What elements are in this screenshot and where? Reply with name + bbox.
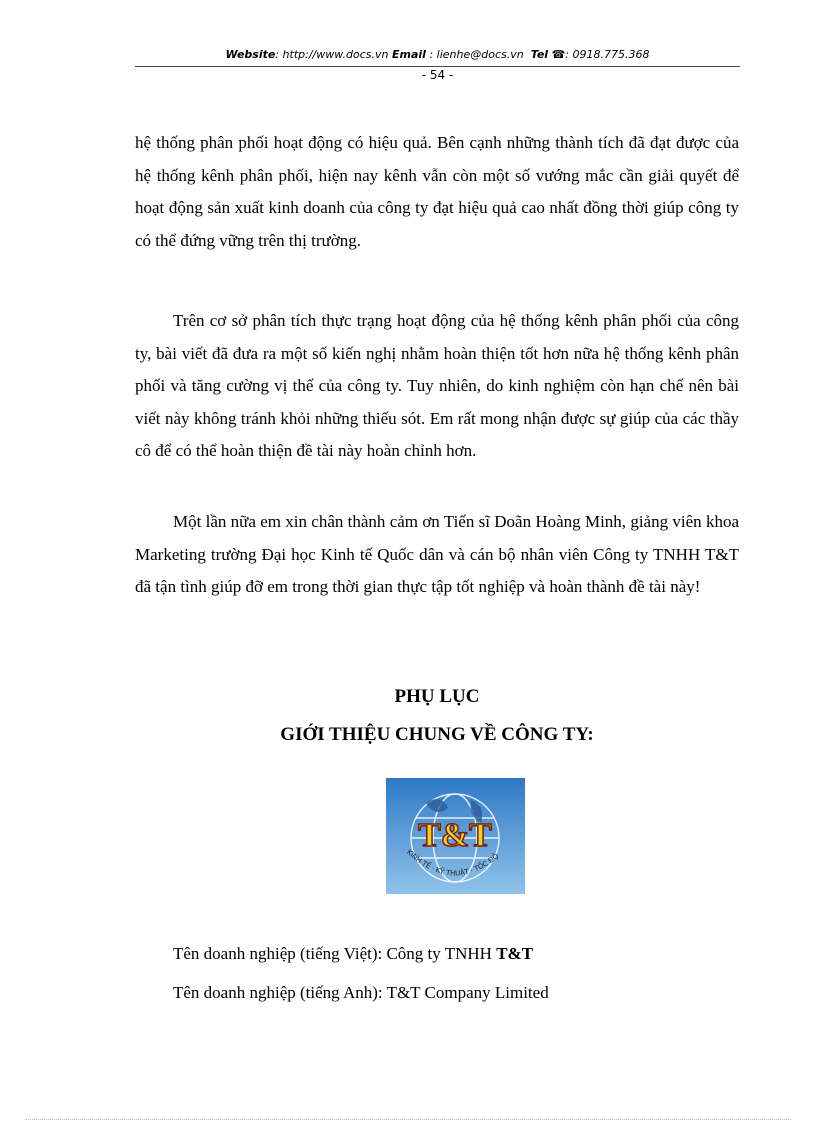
paragraph-1: hệ thống phân phối hoạt động có hiệu quả. Bên cạnh những thành tích đã đạt được của hệ thống kênh phân phối, hiện nay kênh vẫn còn một số vướng mắc cần giải quyết để hoạt động sản xuất kinh doanh của công ty đạt hiệu quả cao nhất đồng thời giúp công ty có thể đứng vững trên thị trường. <box>135 133 739 250</box>
company-name-vn <box>173 944 533 964</box>
paragraph-2: Trên cơ sở phân tích thực trạng hoạt động của hệ thống kênh phân phối của công ty, bài viết đã đưa ra một số kiến nghị nhằm hoàn thiện tốt hơn nữa hệ thống kênh phân phối và tăng cường vị thế của công ty. Tuy nhiên, do kinh nghiệm còn hạn chế nên bài viết này không tránh khỏi những thiếu sót. Em rất mong nhận được sự giúp của các thầy cô để có thể hoàn thiện đề tài này hoàn chỉnh hơn. <box>135 311 739 460</box>
logo-text: T&T <box>418 817 492 854</box>
website-label: Website <box>225 48 276 61</box>
page-header <box>135 48 740 61</box>
company-name-vn-label: Tên doanh nghiệp (tiếng Việt): Công ty TNHH <box>173 944 492 963</box>
appendix-title: PHỤ LỤC <box>394 686 480 707</box>
logo-slogan: KINH TẾ · KỸ THUẬT · TỐC ĐỘ <box>405 848 501 878</box>
email-label: Email <box>392 48 426 61</box>
company-name-en <box>173 983 549 1003</box>
company-logo <box>386 778 525 894</box>
footer-divider <box>25 1119 791 1120</box>
website-value: : http://www.docs.vn <box>275 48 389 61</box>
tel-value: : 0918.775.368 <box>565 48 650 61</box>
paragraph-3: Một lần nữa em xin chân thành cảm ơn Tiến sĩ Doãn Hoàng Minh, giảng viên khoa Marketing trường Đại học Kinh tế Quốc dân và cán bộ nhân viên Công ty TNHH T&T đã tận tình giúp đỡ em trong thời gian thực tập tốt nghiệp và hoàn thành đề tài này! <box>135 512 739 596</box>
company-name-en-label: Tên doanh nghiệp (tiếng Anh): <box>173 983 383 1002</box>
appendix-subtitle: GIỚI THIỆU CHUNG VỀ CÔNG TY: <box>280 724 594 745</box>
header-divider <box>135 66 740 67</box>
company-name-vn-value: T&T <box>496 944 534 963</box>
company-name-en-value: T&T Company Limited <box>386 983 549 1002</box>
phone-icon: ☎ <box>551 48 566 61</box>
email-value: : lienhe@docs.vn <box>429 48 524 61</box>
page-number: - 54 - <box>421 68 454 82</box>
tel-label: Tel <box>530 48 549 61</box>
